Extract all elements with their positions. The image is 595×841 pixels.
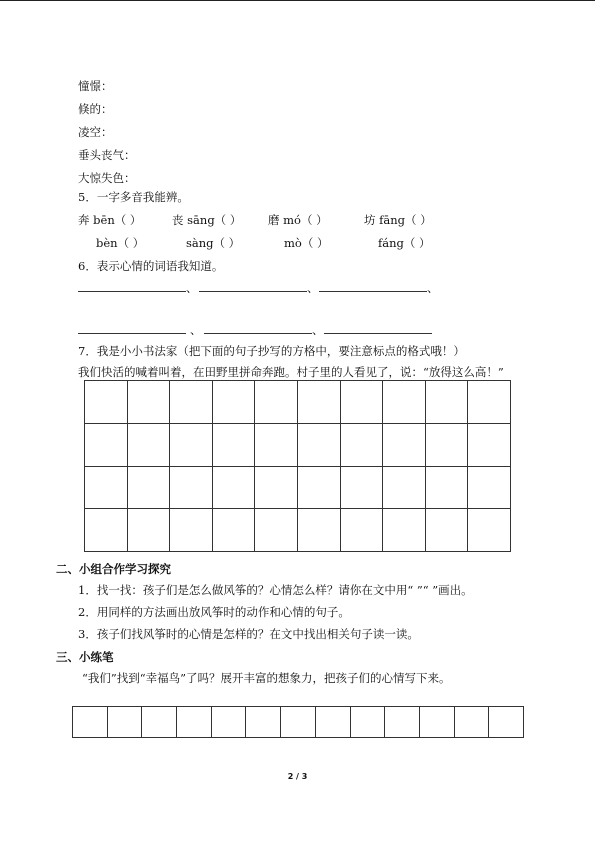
grid-cell[interactable] xyxy=(85,466,128,509)
q6-answer-line-6[interactable] xyxy=(324,333,432,334)
grid-cell[interactable] xyxy=(468,381,511,424)
q5-row1-item2: 丧 sāng（ ） xyxy=(172,213,242,227)
grid-cell[interactable] xyxy=(255,466,298,509)
grid-row xyxy=(73,707,524,738)
section2-heading: 二、小组合作学习探究 xyxy=(56,562,171,576)
grid-cell[interactable] xyxy=(383,381,426,424)
section2-item-1: 1．找一找：孩子们是怎么做风筝的？心情怎么样？请你在文中用“ ”“ ”画出。 xyxy=(78,583,473,597)
grid-cell[interactable] xyxy=(468,466,511,509)
grid-cell[interactable] xyxy=(107,707,142,738)
q6-answer-line-3[interactable] xyxy=(319,291,427,292)
grid-cell[interactable] xyxy=(350,707,385,738)
q6-answer-line-2[interactable] xyxy=(199,291,307,292)
grid-cell[interactable] xyxy=(255,381,298,424)
section2-item-2: 2．用同样的方法画出放风筝时的动作和心情的句子。 xyxy=(78,605,350,619)
q6-answer-line-1[interactable] xyxy=(78,291,186,292)
grid-cell[interactable] xyxy=(297,381,340,424)
grid-cell[interactable] xyxy=(212,423,255,466)
vocab-item-4: 垂头丧气： xyxy=(78,148,136,162)
vocab-item-3: 凌空： xyxy=(78,125,113,139)
grid-cell[interactable] xyxy=(255,509,298,552)
vocab-item-1: 憧憬： xyxy=(78,79,113,93)
q6-separator: 、 xyxy=(307,281,319,295)
vocab-item-2: 倏的： xyxy=(78,102,113,116)
page-number: 2 / 3 xyxy=(287,772,308,781)
grid-cell[interactable] xyxy=(170,381,213,424)
grid-cell[interactable] xyxy=(142,707,177,738)
grid-cell[interactable] xyxy=(425,509,468,552)
grid-cell[interactable] xyxy=(468,423,511,466)
grid-cell[interactable] xyxy=(383,466,426,509)
grid-row xyxy=(85,509,511,552)
grid-cell[interactable] xyxy=(425,381,468,424)
grid-cell[interactable] xyxy=(340,381,383,424)
q5-row1-item4: 坊 fāng（ ） xyxy=(364,213,432,227)
grid-cell[interactable] xyxy=(211,707,246,738)
grid-row xyxy=(85,466,511,509)
q6-separator: 、 xyxy=(186,281,198,295)
grid-cell[interactable] xyxy=(454,707,489,738)
grid-cell[interactable] xyxy=(385,707,420,738)
q5-title: 5．一字多音我能辨。 xyxy=(78,190,189,204)
q5-row2-item4: fáng（ ） xyxy=(378,236,431,250)
q6-separator: 、 xyxy=(427,281,439,295)
q5-row2-item3: mò（ ） xyxy=(284,236,329,250)
q5-row2-item2: sàng（ ） xyxy=(186,236,241,250)
grid-cell[interactable] xyxy=(281,707,316,738)
grid-cell[interactable] xyxy=(315,707,350,738)
grid-cell[interactable] xyxy=(127,381,170,424)
grid-cell[interactable] xyxy=(212,381,255,424)
grid-cell[interactable] xyxy=(170,509,213,552)
writing-grid-practice[interactable] xyxy=(72,706,524,738)
grid-cell[interactable] xyxy=(419,707,454,738)
grid-cell[interactable] xyxy=(127,466,170,509)
grid-cell[interactable] xyxy=(340,466,383,509)
q7-title: 7．我是小小书法家（把下面的句子抄写的方格中，要注意标点的格式哦！） xyxy=(78,344,465,358)
grid-cell[interactable] xyxy=(340,423,383,466)
grid-cell[interactable] xyxy=(297,423,340,466)
section2-item-3: 3．孩子们找风筝时的心情是怎样的？在文中找出相关句子读一读。 xyxy=(78,627,419,641)
grid-cell[interactable] xyxy=(170,466,213,509)
grid-cell[interactable] xyxy=(255,423,298,466)
grid-cell[interactable] xyxy=(297,509,340,552)
grid-row xyxy=(85,423,511,466)
q7-sentence: 我们快活的喊着叫着，在田野里拼命奔跑。村子里的人看见了，说：“放得这么高！” xyxy=(78,365,504,379)
grid-cell[interactable] xyxy=(383,509,426,552)
q6-separator: 、 xyxy=(312,323,324,337)
q6-answer-line-4[interactable] xyxy=(78,333,186,334)
q6-separator: 、 xyxy=(190,323,202,337)
grid-cell[interactable] xyxy=(212,466,255,509)
grid-cell[interactable] xyxy=(85,381,128,424)
grid-cell[interactable] xyxy=(127,509,170,552)
grid-cell[interactable] xyxy=(468,509,511,552)
grid-row xyxy=(85,381,511,424)
section3-prompt: “我们”找到“幸福鸟”了吗？展开丰富的想象力，把孩子们的心情写下来。 xyxy=(82,671,451,685)
q5-row2-item1: bèn（ ） xyxy=(96,236,145,250)
grid-cell[interactable] xyxy=(212,509,255,552)
grid-cell[interactable] xyxy=(246,707,281,738)
q5-row1-item3: 磨 mó（ ） xyxy=(268,213,328,227)
grid-cell[interactable] xyxy=(383,423,426,466)
grid-cell[interactable] xyxy=(177,707,212,738)
grid-cell[interactable] xyxy=(85,509,128,552)
page-top-border xyxy=(0,0,595,1)
q6-answer-line-5[interactable] xyxy=(204,333,312,334)
writing-grid-q7[interactable] xyxy=(84,380,511,552)
grid-cell[interactable] xyxy=(340,509,383,552)
vocab-item-5: 大惊失色： xyxy=(78,171,136,185)
grid-cell[interactable] xyxy=(170,423,213,466)
q5-row1-item1: 奔 bēn（ ） xyxy=(78,213,142,227)
grid-cell[interactable] xyxy=(297,466,340,509)
grid-cell[interactable] xyxy=(425,466,468,509)
q6-title: 6．表示心情的词语我知道。 xyxy=(78,259,224,273)
grid-cell[interactable] xyxy=(489,707,524,738)
grid-cell[interactable] xyxy=(85,423,128,466)
grid-cell[interactable] xyxy=(73,707,108,738)
grid-cell[interactable] xyxy=(425,423,468,466)
section3-heading: 三、小练笔 xyxy=(56,650,114,664)
grid-cell[interactable] xyxy=(127,423,170,466)
